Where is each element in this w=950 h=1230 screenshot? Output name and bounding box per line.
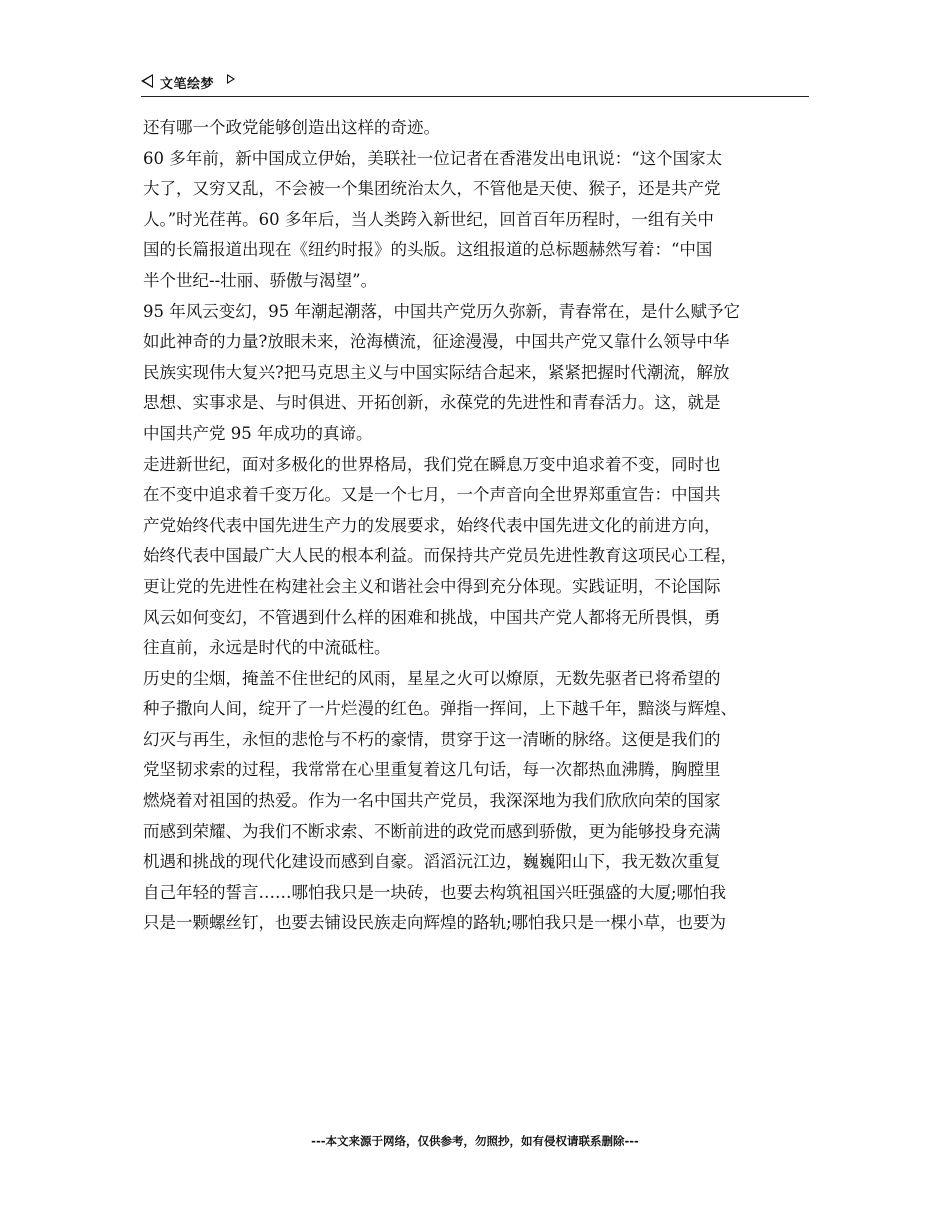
header-brand: 文笔绘梦 <box>160 77 215 92</box>
right-triangle-icon <box>227 74 235 84</box>
text-line: 60 多年前，新中国成立伊始，美联社一位记者在香港发出电讯说：“这个国家太 <box>143 148 723 168</box>
text-line: 种子撒向人间，绽开了一片烂漫的红色。弹指一挥间，上下越千年，黯淡与辉煌、 <box>143 699 737 719</box>
text-line: 而感到荣耀、为我们不断求索、不断前进的政党而感到骄傲，更为能够投身充满 <box>143 821 721 841</box>
text-line: 国的长篇报道出现在《纽约时报》的头版。这组报道的总标题赫然写着：“中国 <box>143 240 713 260</box>
text-line: 燃烧着对祖国的热爱。作为一名中国共产党员，我深深地为我们欣欣向荣的国家 <box>143 791 721 811</box>
document-body <box>143 113 811 939</box>
text-line: 人。”时光荏苒。60 多年后，当人类跨入新世纪，回首百年历程时，一组有关中 <box>143 209 714 229</box>
page-footer: ---本文来源于网络，仅供参考，勿照抄，如有侵权请联系删除--- <box>311 1134 639 1148</box>
text-line: 在不变中追求着千变万化。又是一个七月，一个声音向全世界郑重宣告：中国共 <box>143 485 721 505</box>
text-line: 机遇和挑战的现代化建设而感到自豪。滔滔沅江边，巍巍阳山下，我无数次重复 <box>143 852 721 872</box>
text-line: 民族实现伟大复兴?把马克思主义与中国实际结合起来，紧紧把握时代潮流，解放 <box>143 362 730 382</box>
text-line: 中国共产党 95 年成功的真谛。 <box>143 423 373 443</box>
text-line: 还有哪一个政党能够创造出这样的奇迹。 <box>143 118 440 137</box>
text-line: 95 年风云变幻，95 年潮起潮落，中国共产党历久弥新，青春常在，是什么赋予它 <box>143 301 740 321</box>
text-line: 党坚韧求索的过程，我常常在心里重复着这几句话，每一次都热血沸腾，胸膛里 <box>143 760 721 780</box>
text-line: 思想、实事求是、与时俱进、开拓创新，永葆党的先进性和青春活力。这，就是 <box>143 393 721 413</box>
text-line: 大了，又穷又乱，不会被一个集团统治太久，不管他是天使、猴子，还是共产党 <box>143 179 721 199</box>
text-line: 风云如何变幻，不管遇到什么样的困难和挑战，中国共产党人都将无所畏惧，勇 <box>143 607 721 627</box>
text-line: 历史的尘烟，掩盖不住世纪的风雨，星星之火可以燎原，无数先驱者已将希望的 <box>143 668 721 688</box>
text-line: 自己年轻的誓言……哪怕我只是一块砖，也要去构筑祖国兴旺强盛的大厦;哪怕我 <box>143 882 727 902</box>
text-line: 始终代表中国最广大人民的根本利益。而保持共产党员先进性教育这项民心工程， <box>143 546 737 566</box>
text-line: 往直前，永远是时代的中流砥柱。 <box>143 638 391 658</box>
text-line: 更让党的先进性在构建社会主义和谐社会中得到充分体现。实践证明，不论国际 <box>143 576 721 596</box>
text-line: 只是一颗螺丝钉，也要去铺设民族走向辉煌的路轨;哪怕我只是一棵小草，也要为 <box>143 913 727 933</box>
text-line: 产党始终代表中国先进生产力的发展要求，始终代表中国先进文化的前进方向， <box>143 515 721 535</box>
left-triangle-icon <box>141 74 153 88</box>
text-line: 如此神奇的力量?放眼未来，沧海横流，征途漫漫，中国共产党又靠什么领导中华 <box>143 332 730 352</box>
page-header <box>141 70 809 97</box>
text-line: 走进新世纪，面对多极化的世界格局，我们党在瞬息万变中追求着不变，同时也 <box>143 454 721 474</box>
text-line: 幻灭与再生，永恒的悲怆与不朽的豪情，贯穿于这一清晰的脉络。这便是我们的 <box>143 729 721 749</box>
text-line: 半个世纪--壮丽、骄傲与渴望”。 <box>143 270 378 290</box>
